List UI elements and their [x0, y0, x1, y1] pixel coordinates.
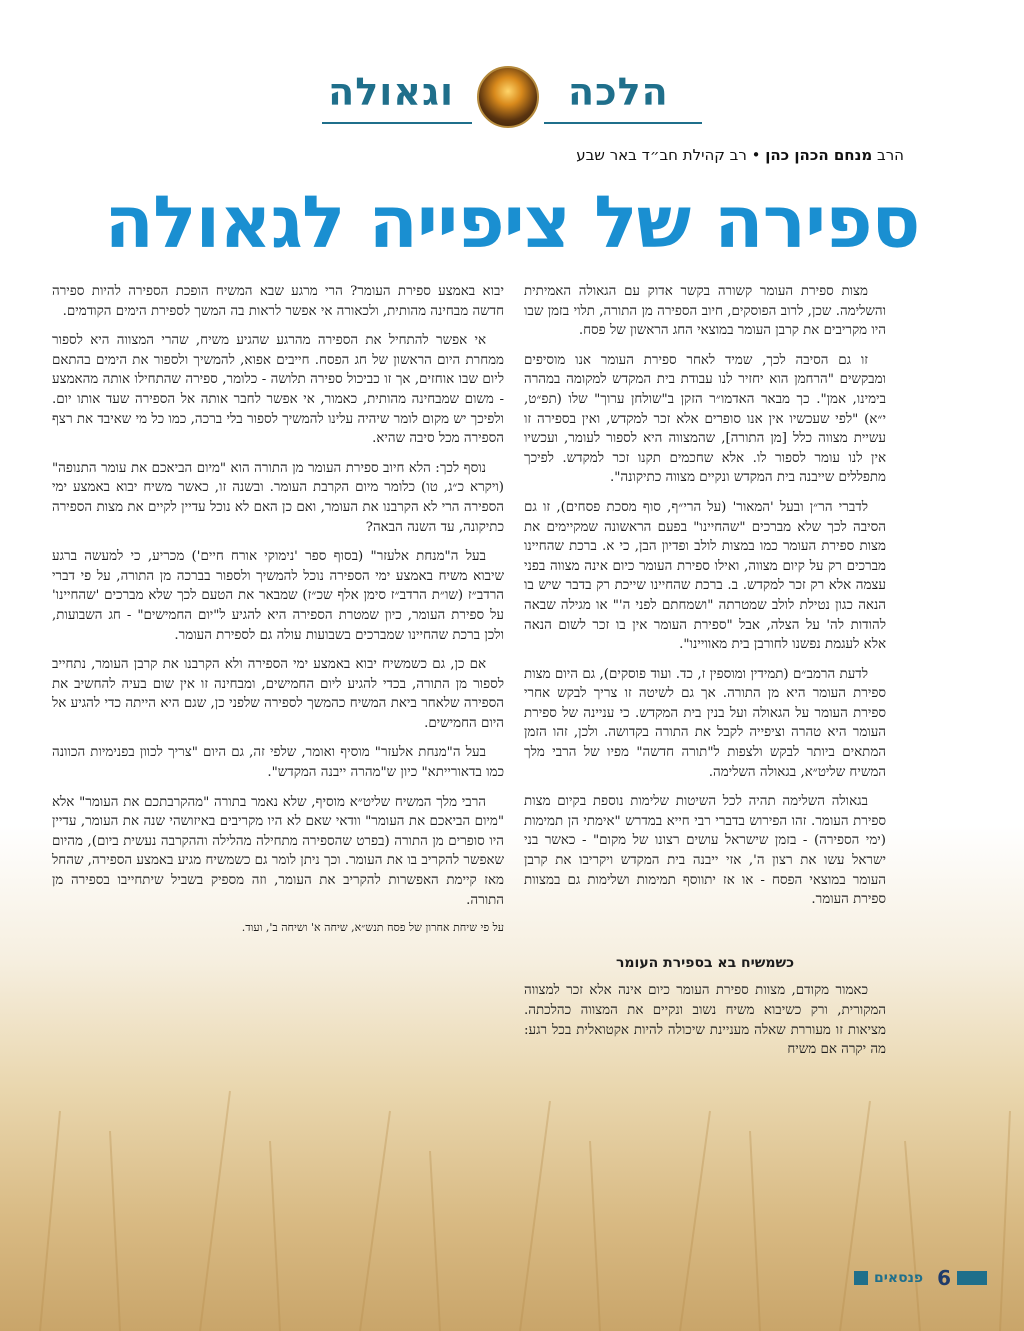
- logo-underline-left: [322, 122, 472, 124]
- footer-square-icon: [854, 1271, 868, 1285]
- paragraph: יבוא באמצע ספירת העומר? הרי מרגע שבא המשיח הופכת הספירה להיות ספירה חדשה מבחינה מהותית, ולכאורה אי אפשר לראות בה המשך לספירת הימים הקודמים.: [52, 284, 504, 319]
- paragraph: מצות ספירת העומר קשורה בקשר אדוק עם הגאולה האמיתית והשלימה. שכן, לרוב הפוסקים, חיוב הספירה מן התורה, תלוי בזמן שבו היו מקריבים את קרבן העומר במוצאי החג הראשון של פסח.: [524, 284, 886, 339]
- right-column: [524, 282, 886, 1070]
- paragraph: לדברי הר״ן ובעל 'המאור' (על הרי״ף, סוף מסכת פסחים), זו גם הסיבה לכך שלא מברכים "שהחיינו" בפעם הראשונה שמקיימים את מצות ספירת העומר כמו במצות לולב ופדיון הבן, כי א. ברכת שהחיינו מברכים רק על קיום מצווה, ואילו ספירת העומר כיום אינה מצווה בפני עצמה אלא רק זכר למקדש. ב. ברכת שהחיינו שייכת רק בדבר שיש בו הנאה כגון נטילת לולב שמטרתה "ושמחתם לפני ה'" או מגילה שבאה להודות לה' על הצלה, אבל "ספירת העומר אין בו זכר לשום הנאה אלא לעגמת נפשנו לחורבן בית מאוויינו".: [524, 499, 886, 653]
- halacha-vegeula-logo: [322, 66, 702, 130]
- page-number: 6: [937, 1266, 952, 1290]
- paragraph: הרבי מלך המשיח שליט״א מוסיף, שלא נאמר בתורה "מהקרבתכם את העומר" אלא "מיום הביאכם את העומר" וודאי שאם לא היו מקריבים באיזושהי שנה את העומר, עדיין היו סופרים מן התורה (בפרט שהספירה מתחילה מהלילה וההקרבה נעשית ביום), מהיום שאפשר להקריב בו את העומר. וכך ניתן לומר גם כשמשיח מגיע באמצע הספירה, שהחל מאז קיימת האפשרות להקריב את העומר, וזה מספיק בשביל שיתחייבו בספירה מן התורה.: [52, 794, 504, 908]
- logo-word-right: הלכה: [568, 70, 669, 114]
- paragraph: אם כן, גם כשמשיח יבוא באמצע ימי הספירה ולא הקרבנו את קרבן העומר, נתחייב לספור מן התורה, בכדי להגיע ליום החמישים, ומבחינה זו אין שום בעיה להחשיב את הספירה שלאחר ביאת המשיח כהמשך לספירה שלפני כן, שגם היא הייתה כדי להגיע אל היום החמישים.: [52, 657, 504, 731]
- paragraph: אי אפשר להתחיל את הספירה מהרגע שהגיע משיח, שהרי המצווה היא לספור ממחרת היום הראשון של חג הפסח. חייבים אפוא, להמשיך ולספור את הימים בהתאם ליום שבו אוחזים, אך זו כביכול ספירה תלושה - כלומר, ספירה שהתחילו אותה מהאמצע - משום שמבחינה מהותית, כאמור, אי אפשר לחבר אותה אל הספירה שעד אותו יום. ולפיכך יש מקום לומר שיהיה עלינו להמשיך לספור בלי ברכה, כמו כל מי שאיבד את רצף הספירה מכל סיבה שהיא.: [52, 333, 504, 447]
- logo-underline-right: [544, 122, 702, 124]
- article-title: ספירה של ציפייה לגאולה: [104, 180, 920, 264]
- left-column: [52, 282, 504, 936]
- paragraph: בעל ה"מנחת אלעזר" מוסיף ואומר, שלפי זה, גם היום "צריך לכוון בפנימיות הכוונה כמו בדאורייתא" כיון ש"מהרה ייבנה המקדש".: [52, 745, 504, 781]
- paragraph: כאמור מקודם, מצוות ספירת העומר כיום אינה אלא זכר למצווה המקורית, ורק כשיבוא משיח נשוב ונקיים את המצווה כהלכתה. מציאות זו מעוררת שאלה מעניינת שיכולה להיות אקטואלית בכל רגע: מה יקרה אם משיח: [524, 983, 886, 1058]
- page-footer: [854, 1266, 987, 1290]
- author-byline: הרב מנחם הכהן כהן • רב קהילת חב״ד באר שבע: [576, 146, 904, 164]
- paragraph: נוסף לכך: הלא חיוב ספירת העומר מן התורה הוא "מיום הביאכם את עומר התנופה" (ויקרא כ״ג, טו) כלומר מיום הקרבת העומר. ובשנה זו, כאשר משיח יבוא באמצע ימי הספירה הרי לא הקרבנו את העומר, ואם כן האם לא נוכל עדיין לקיים את מצות הספירה כתיקונה, עד השנה הבאה?: [52, 460, 504, 535]
- footer-bar: [957, 1271, 987, 1285]
- section-subheading: כשמשיח בא בספירת העומר: [615, 954, 795, 971]
- magazine-brand: פנסאים: [874, 1270, 924, 1286]
- footnote: על פי שיחת אחרון של פסח תנש״א, שיחה א' ושיחה ב', ועוד.: [241, 921, 504, 935]
- paragraph: לדעת הרמב״ם (תמידין ומוספין ז, כד. ועוד פוסקים), גם היום מצות ספירת העומר היא מן התורה. אך גם לשיטה זו צריך לבקש אחרי ספירת העומר על הגאולה ועל בנין בית המקדש. כי עניינה של ספירת העומר היא טהרה וציפייה לקבל את התורה בקדושה. ולכן, זהו הזמן המתאים ביותר לבקש ולצפות ל"תורה חדשה" מפיו של הרבי מלך המשיח שליט״א, בגאולה השלימה.: [524, 666, 886, 780]
- paragraph: בגאולה השלימה תהיה לכל השיטות שלימות נוספת בקיום מצות ספירת העומר. זהו הפירוש בדברי רבי חייא במדרש "אימתי הן תמימות (ימי הספירה) - בזמן שישראל עושים רצונו של מקום" - כאשר בני ישראל עשו את רצון ה', אזי ייבנה בית המקדש ויקריבו את קרבן העומר במוצאי הפסח - או אז יתווסף תמימות ושלימות גם במצוות ספירת העומר.: [524, 794, 886, 908]
- candles-icon: [477, 66, 539, 128]
- author-name: מנחם הכהן כהן: [765, 146, 873, 164]
- paragraph: בעל ה"מנחת אלעזר" (בסוף ספר 'נימוקי אורח חיים') מכריע, כי למעשה ברגע שיבוא משיח באמצע ימי הספירה נוכל להמשיך ולספור בברכה מן התורה, על פי דברי הרדב״ז (שו״ת הרדב״ז סימן אלף שכ״ז) שמבאר את הטעם לכך שלא מברכים 'שהחיינו' על ספירת העומר, כיון שמטרת הספירה היא להגיע ל"יום החמישים" - חג השבועות, ולכן ברכת שהחיינו שמברכים בשבועות עולה גם לספירת העומר.: [52, 549, 504, 643]
- logo-word-left: וגאולה: [328, 70, 454, 114]
- paragraph: זו גם הסיבה לכך, שמיד לאחר ספירת העומר אנו מוסיפים ומבקשים "הרחמן הוא יחזיר לנו עבודת בית המקדש למקומה במהרה בימינו, אמן". כך מבאר האדמו״ר הזקן ב"שולחן ערוך" שלו (תפ״ט, י״א) "לפי שעכשיו אין אנו סופרים אלא זכר למקדש, ואין בספירה זו עשיית מצווה כלל [מן התורה], שהמצווה היא לספור לעומר, ועכשיו אין לנו עומר לספור לו. אלא שחכמים תקנו זכר למקדש. לפיכך מתפללים שייבנה בית המקדש ונקיים מצווה כתיקונה".: [524, 352, 886, 486]
